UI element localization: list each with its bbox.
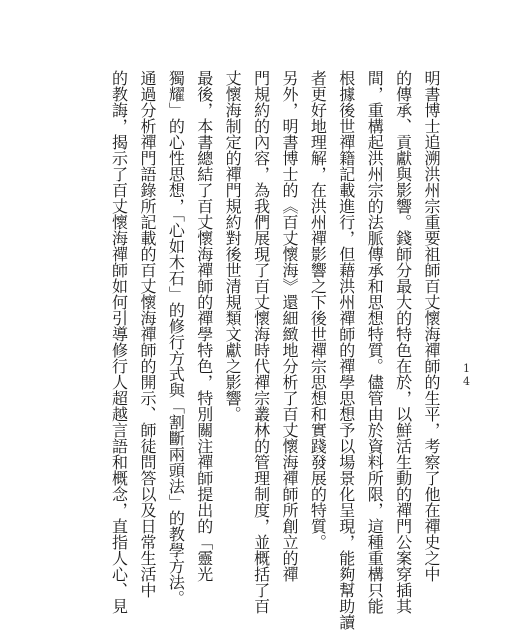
text-line-9: 最後，本書總結了百丈懷海禪師的禪學特色，特別關注禪師提出的「靈光 (194, 70, 214, 582)
text-line-1: 明書博士追溯洪州宗重要祖師百丈懷海禪師的生平，考察了他在禪史之中 (422, 70, 441, 582)
text-line-2: 的傳承、貢獻與影響。錢師分最大的特色在於，以鮮活生動的禪門公案穿插其 (393, 70, 413, 614)
text-line-3: 間，重構起洪州宗的法脈傳承和思想特質。儘管由於資料所限，這種重構只能 (365, 70, 385, 614)
text-line-7: 門規約的內容，為我們展現了百丈懷海時代禪宗叢林的管理制度，並概括了百 (251, 70, 271, 614)
text-line-4: 根據後世禪籍記載進行，但藉洪州禪師的禪學思想予以場景化呈現，能夠幫助讀 (336, 70, 356, 630)
body-text (104, 70, 445, 630)
text-line-5: 者更好地理解，在洪州禪影響之下後世禪宗思想和實踐發展的特質。 (308, 70, 328, 550)
text-line-12: 的教誨，揭示了百丈懷海禪師如何引導修行人超越言語和概念，直指人心、見 (109, 70, 129, 614)
text-line-11: 通過分析禪門語錄所記載的百丈懷海禪師的開示、師徒問答以及日常生活中 (137, 70, 157, 598)
text-line-10: 獨耀」的心性思想，「心如木石」的修行方式與「割斷兩頭法」的教學方法。 (166, 70, 186, 606)
text-line-6: 另外，明書博士的《百丈懷海》還細緻地分析了百丈懷海禪師所創立的禪 (279, 70, 299, 582)
page-number: 14 (460, 362, 473, 388)
text-line-8: 丈懷海制定的禪門規約對後世清規類文獻之影響。 (223, 70, 243, 422)
